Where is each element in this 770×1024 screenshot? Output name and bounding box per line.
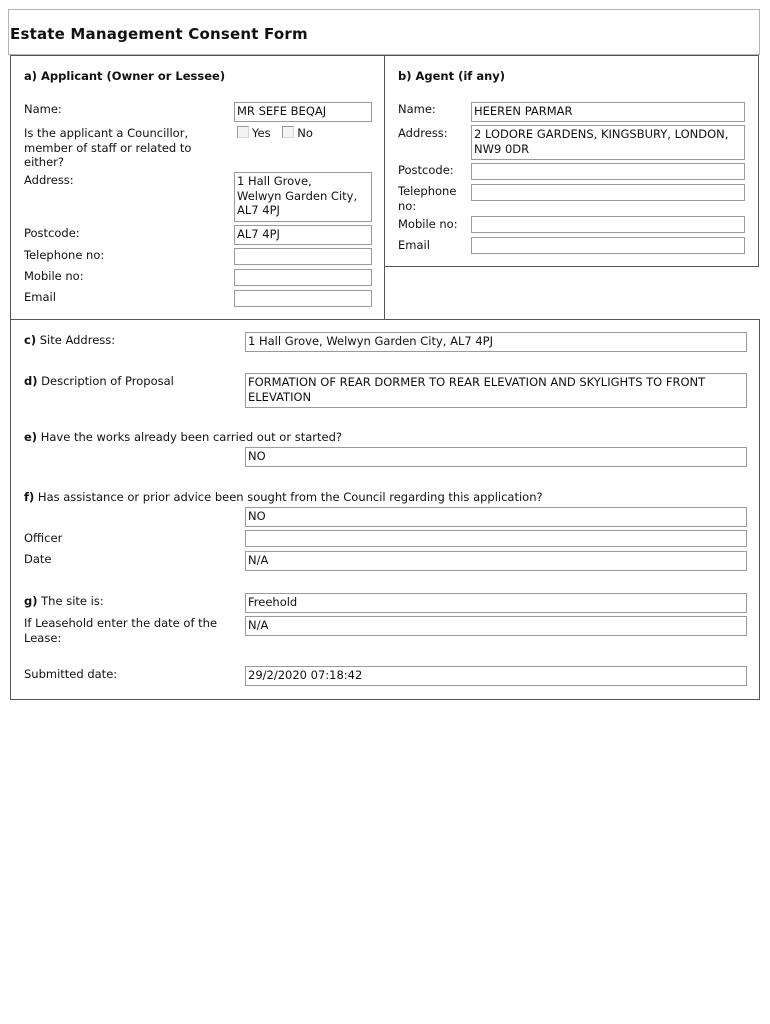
agent-name-field[interactable]: HEEREN PARMAR [471, 102, 745, 122]
site-address-letter: c) [24, 333, 37, 347]
prior-advice-field[interactable]: NO [245, 507, 747, 527]
site-address-field[interactable]: 1 Hall Grove, Welwyn Garden City, AL7 4PJ [245, 332, 747, 352]
advice-date-field[interactable]: N/A [245, 551, 747, 571]
applicant-telephone-label: Telephone no: [24, 248, 105, 262]
submitted-date-label: Submitted date: [24, 667, 118, 681]
works-started-text: Have the works already been carried out or started? [40, 430, 342, 444]
applicant-email-field[interactable] [234, 290, 372, 307]
applicant-address-label: Address: [24, 173, 74, 187]
applicant-email-label: Email [24, 290, 56, 304]
applicant-mobile-label: Mobile no: [24, 269, 84, 283]
agent-telephone-label: Telephone no: [398, 184, 457, 213]
details-panel [10, 319, 760, 700]
prior-advice-text: Has assistance or prior advice been sought from the Council regarding this application? [37, 490, 543, 504]
agent-heading: b) Agent (if any) [398, 69, 506, 83]
applicant-mobile-field[interactable] [234, 269, 372, 286]
submitted-date-field[interactable]: 29/2/2020 07:18:42 [245, 666, 747, 686]
applicant-postcode-field[interactable]: AL7 4PJ [234, 225, 372, 245]
officer-label: Officer [24, 531, 63, 545]
works-started-field[interactable]: NO [245, 447, 747, 467]
site-tenure-text: The site is: [41, 594, 104, 608]
site-address-text: Site Address: [39, 333, 116, 347]
yes-label: Yes [252, 126, 271, 140]
page-title: Estate Management Consent Form [10, 25, 308, 43]
councillor-options [237, 126, 313, 141]
agent-email-label: Email [398, 238, 430, 252]
proposal-text: Description of Proposal [41, 374, 174, 388]
applicant-name-field[interactable]: MR SEFE BEQAJ [234, 102, 372, 122]
lease-date-field[interactable]: N/A [245, 616, 747, 636]
site-tenure-label [24, 594, 104, 609]
officer-field[interactable] [245, 530, 747, 547]
proposal-letter: d) [24, 374, 38, 388]
applicant-panel [10, 55, 385, 320]
proposal-label [24, 374, 174, 389]
agent-postcode-label: Postcode: [398, 163, 454, 177]
works-started-letter: e) [24, 430, 38, 444]
agent-name-label: Name: [398, 102, 436, 116]
agent-mobile-label: Mobile no: [398, 217, 458, 231]
prior-advice-label [24, 490, 543, 505]
agent-mobile-field[interactable] [471, 216, 745, 233]
agent-address-label: Address: [398, 126, 448, 140]
yes-checkbox[interactable] [237, 126, 249, 138]
site-address-label [24, 333, 115, 348]
works-started-label [24, 430, 342, 445]
applicant-postcode-label: Postcode: [24, 226, 80, 240]
form-title-bar [8, 9, 760, 55]
agent-panel [384, 55, 759, 267]
lease-date-label: If Leasehold enter the date of the Lease: [24, 616, 218, 645]
proposal-field[interactable]: FORMATION OF REAR DORMER TO REAR ELEVATION AND SKYLIGHTS TO FRONT ELEVATION [245, 373, 747, 408]
agent-email-field[interactable] [471, 237, 745, 254]
applicant-heading: a) Applicant (Owner or Lessee) [24, 69, 226, 83]
no-checkbox[interactable] [282, 126, 294, 138]
agent-telephone-field[interactable] [471, 184, 745, 201]
councillor-question-label: Is the applicant a Councillor, member of staff or related to either? [24, 126, 192, 169]
agent-postcode-field[interactable] [471, 163, 745, 180]
site-tenure-field[interactable]: Freehold [245, 593, 747, 613]
agent-address-field[interactable]: 2 LODORE GARDENS, KINGSBURY, LONDON, NW9 0DR [471, 125, 745, 160]
applicant-name-label: Name: [24, 102, 62, 116]
prior-advice-letter: f) [24, 490, 35, 504]
advice-date-label: Date [24, 552, 52, 566]
applicant-telephone-field[interactable] [234, 248, 372, 265]
site-tenure-letter: g) [24, 594, 38, 608]
applicant-address-field[interactable]: 1 Hall Grove, Welwyn Garden City, AL7 4PJ [234, 172, 372, 222]
no-label: No [297, 126, 313, 140]
